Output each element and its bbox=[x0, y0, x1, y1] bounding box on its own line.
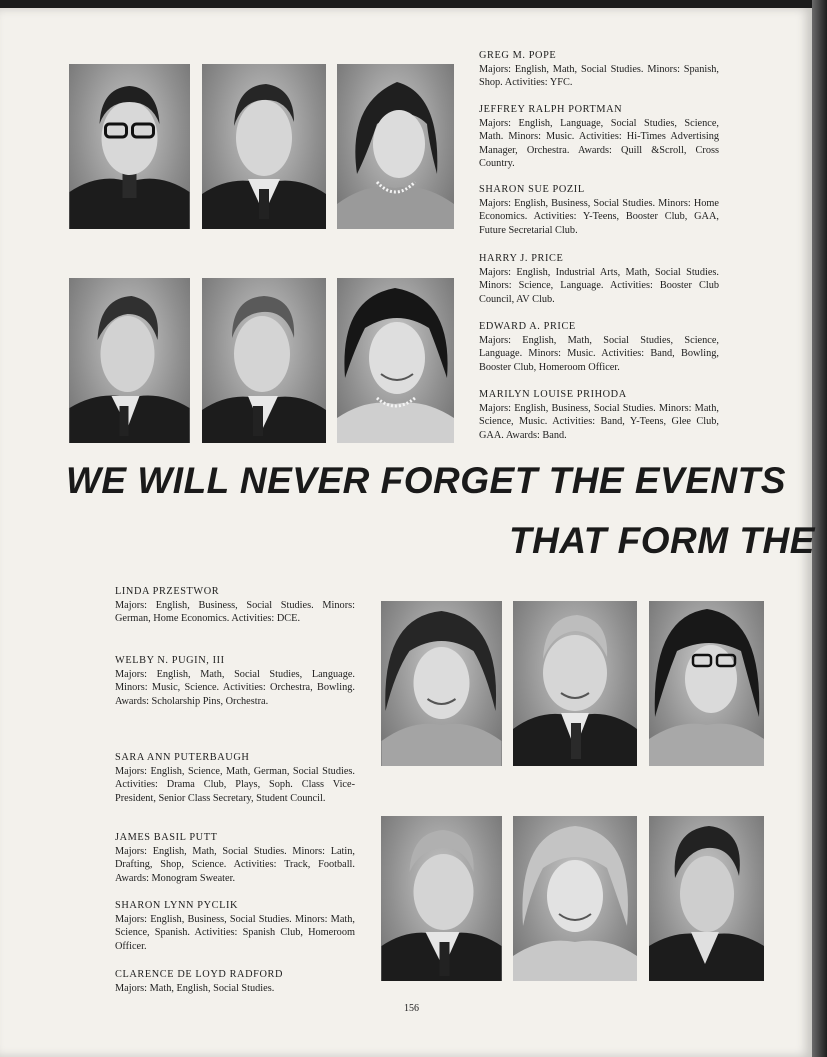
student-name: SARA ANN PUTERBAUGH bbox=[115, 752, 250, 763]
student-bio bbox=[115, 968, 355, 995]
student-details: Majors: English, Science, Math, German, Social Studies. Activities: Drama Club, Plays, Soph. Class Vice-President, Senior Class Secretary, Student Council. bbox=[115, 765, 355, 804]
student-name: MARILYN LOUISE PRIHODA bbox=[479, 389, 627, 400]
student-name: HARRY J. PRICE bbox=[479, 253, 564, 264]
student-name: SHARON LYNN PYCLIK bbox=[115, 900, 239, 911]
student-bio bbox=[115, 899, 355, 953]
student-name: EDWARD A. PRICE bbox=[479, 321, 576, 332]
portrait-photo bbox=[337, 64, 454, 229]
student-details: Majors: English, Language, Social Studies, Science, Math. Minors: Music. Activities: Hi-Times Advertising Manager, Orchestra. Awards: Quill &Scroll, Cross Country. bbox=[479, 117, 719, 170]
student-bio bbox=[479, 252, 719, 306]
student-bio bbox=[479, 49, 719, 90]
page-number: 156 bbox=[404, 1003, 419, 1014]
student-bio bbox=[115, 751, 355, 805]
headline-line-2: THAT FORM THE bbox=[509, 520, 815, 561]
student-bio bbox=[115, 585, 355, 626]
student-name: GREG M. POPE bbox=[479, 50, 557, 61]
student-bio bbox=[115, 654, 355, 708]
student-details: Majors: English, Business, Social Studies. Minors: German, Home Economics. Activities: DCE. bbox=[115, 599, 355, 625]
student-details: Majors: English, Math, Social Studies, Language. Minors: Music, Science. Activities: Orchestra, Bowling. Awards: Scholarship Pins, Orchestra. bbox=[115, 668, 355, 707]
student-name: WELBY N. PUGIN, III bbox=[115, 655, 225, 666]
student-bio bbox=[479, 320, 719, 374]
portrait-photo bbox=[649, 601, 764, 766]
portrait-photo bbox=[337, 278, 454, 443]
student-details: Majors: English, Math, Social Studies. Minors: Latin, Drafting, Shop, Science. Activities: Track, Football. Awards: Monogram Sweater. bbox=[115, 845, 355, 884]
student-name: JEFFREY RALPH PORTMAN bbox=[479, 104, 623, 115]
student-bio bbox=[479, 103, 719, 171]
student-details: Majors: English, Math, Social Studies. Minors: Spanish, Shop. Activities: YFC. bbox=[479, 63, 719, 89]
portrait-photo bbox=[513, 816, 637, 981]
portrait-photo bbox=[513, 601, 637, 766]
portrait-photo bbox=[69, 278, 190, 443]
portrait-photo bbox=[202, 278, 326, 443]
student-details: Majors: English, Business, Social Studies. Minors: Math, Science, Spanish. Activities: Spanish Club, Homeroom Officer. bbox=[115, 913, 355, 952]
portrait-photo bbox=[202, 64, 326, 229]
student-name: CLARENCE DE LOYD RADFORD bbox=[115, 969, 283, 980]
portrait-photo bbox=[649, 816, 764, 981]
student-bio bbox=[479, 183, 719, 237]
student-bio bbox=[479, 388, 719, 442]
student-details: Majors: English, Math, Social Studies, Science, Language. Minors: Music. Activities: Band, Bowling, Booster Club, Homeroom Officer. bbox=[479, 334, 719, 373]
headline-line-1: WE WILL NEVER FORGET THE EVENTS bbox=[66, 460, 786, 501]
student-name: LINDA PRZESTWOR bbox=[115, 586, 220, 597]
portrait-photo bbox=[381, 816, 502, 981]
student-name: JAMES BASIL PUTT bbox=[115, 832, 218, 843]
student-details: Majors: Math, English, Social Studies. bbox=[115, 982, 275, 994]
scan-top-border bbox=[0, 0, 827, 8]
student-name: SHARON SUE POZIL bbox=[479, 184, 585, 195]
portrait-photo bbox=[69, 64, 190, 229]
portrait-photo bbox=[381, 601, 502, 766]
student-details: Majors: English, Industrial Arts, Math, Social Studies. Minors: Science, Language. Activities: Booster Club Council, AV Club. bbox=[479, 266, 719, 305]
student-details: Majors: English, Business, Social Studies. Minors: Home Economics. Activities: Y-Teens, Booster Club, GAA, Future Secretarial Club. bbox=[479, 197, 719, 236]
student-bio bbox=[115, 831, 355, 885]
student-details: Majors: English, Business, Social Studies. Minors: Math, Science, Music. Activities: Band, Y-Teens, Glee Club, GAA. Awards: Band. bbox=[479, 402, 719, 441]
